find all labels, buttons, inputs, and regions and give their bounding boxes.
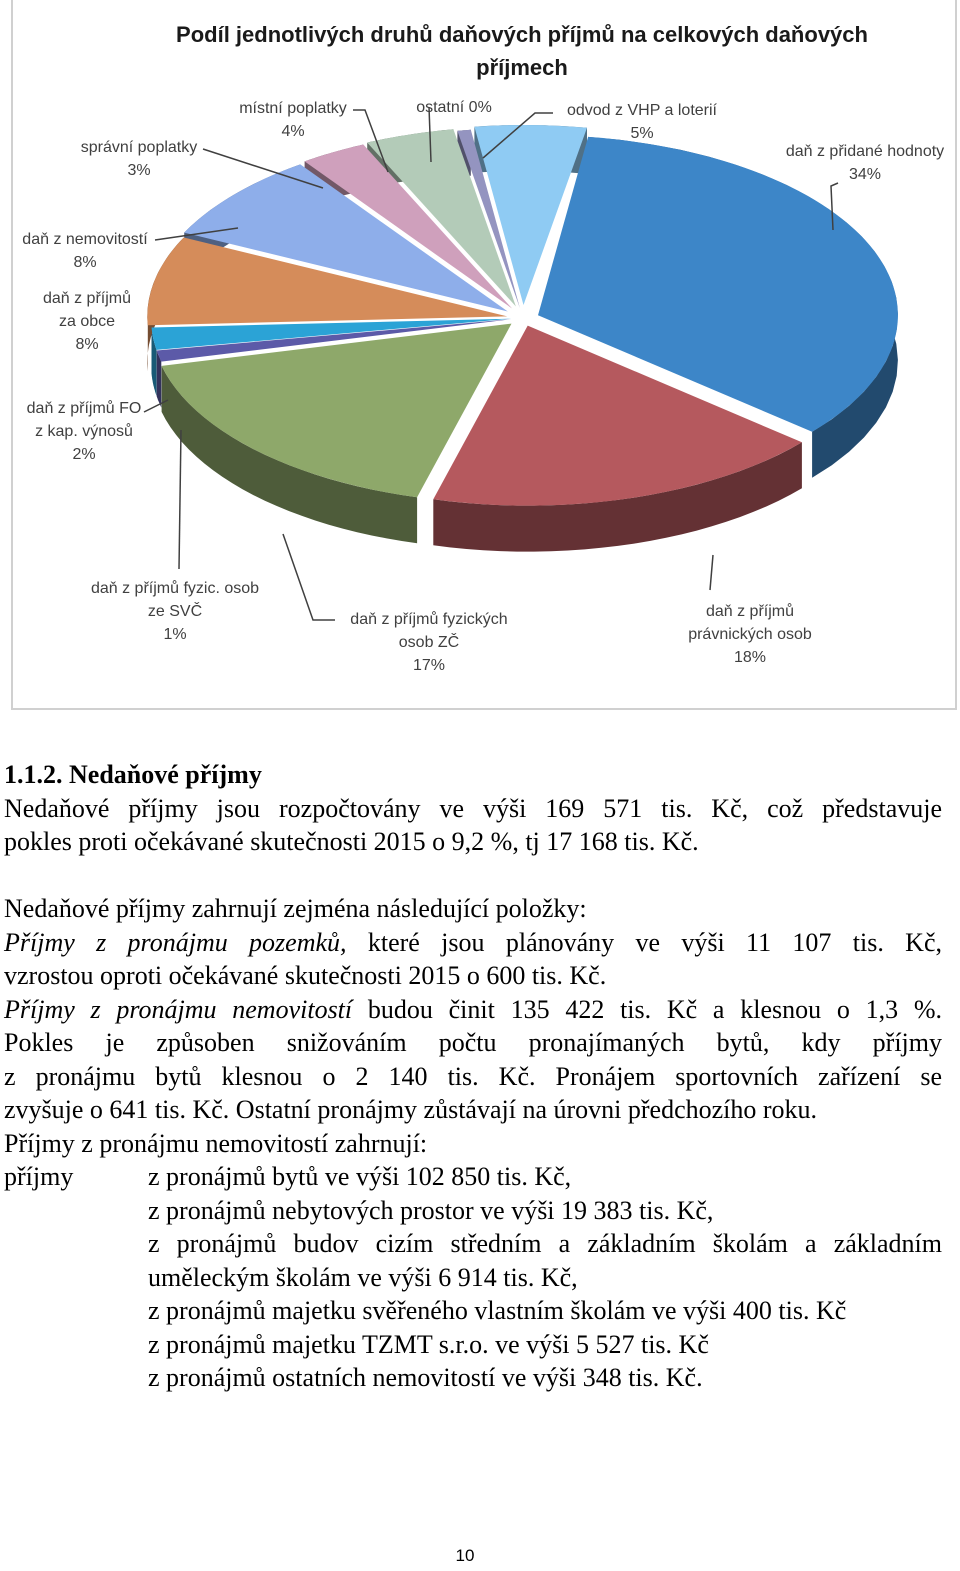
label-mp: [239, 100, 347, 140]
label-sp: [81, 139, 198, 179]
svg-text:2%: 2%: [72, 446, 96, 463]
list-item: [4, 1194, 942, 1228]
paragraph-1-line-2: pokles proti očekávané skutečnosti 2015 o 9,2 %, tj 17 168 tis. Kč.: [4, 827, 699, 856]
svg-text:daň z příjmů: daň z příjmů: [42, 290, 132, 307]
label-dpfo-svc: [91, 579, 259, 643]
list-item: [4, 1227, 942, 1261]
svg-text:5%: 5%: [630, 125, 654, 142]
svg-text:ostatní 0%: ostatní 0%: [416, 99, 492, 116]
paragraph-2-line-8: Příjmy z pronájmu nemovitostí zahrnují:: [4, 1128, 428, 1158]
pie-chart: [13, 0, 959, 710]
land-rent-phrase: Příjmy z pronájmu pozemků,: [4, 927, 347, 957]
svg-text:34%: 34%: [848, 166, 882, 183]
svg-text:4%: 4%: [281, 123, 305, 140]
label-dp-obce: [43, 289, 131, 353]
list-item: [4, 1328, 942, 1362]
svg-text:1%: 1%: [163, 626, 187, 643]
property-rent-rest: budou činit 135 422 tis. Kč a klesnou o 1,3 %.: [352, 994, 942, 1024]
svg-text:daň z příjmů: daň z příjmů: [705, 603, 795, 620]
svg-text:daň z příjmů FO: daň z příjmů FO: [26, 400, 142, 417]
svg-text:odvod z VHP a loterií: odvod z VHP a loterií: [566, 102, 718, 119]
section-heading: 1.1.2. Nedaňové příjmy: [4, 760, 262, 789]
svg-text:místní poplatky: místní poplatky: [239, 100, 347, 117]
land-rent-rest: které jsou plánovány ve výši 11 107 tis. Kč,: [346, 927, 942, 957]
paragraph-2-line-4: [4, 993, 942, 1027]
list-item: [4, 1261, 942, 1295]
paragraph-2-line-7: zvyšuje o 641 tis. Kč. Ostatní pronájmy zůstávají na úrovni předchozího roku.: [4, 1095, 818, 1124]
paragraph-2-line-2: [4, 926, 942, 960]
list-value: z pronájmů majetku TZMT s.r.o. ve výši 5 527 tis. Kč: [148, 1329, 709, 1359]
chart-title-line-2: příjmech: [476, 55, 568, 80]
svg-text:za obce: za obce: [58, 313, 116, 330]
paragraph-spacer: [4, 859, 942, 893]
list-item: [4, 1294, 942, 1328]
section-text: [4, 758, 942, 1395]
page-number: 10: [455, 1546, 475, 1565]
list-key: příjmy: [4, 1162, 74, 1191]
label-dn: [22, 231, 148, 271]
paragraph-2-line-1: Nedaňové příjmy zahrnují zejména následující položky:: [4, 894, 587, 923]
paragraph-2-line-3: vzrostou oproti očekávané skutečnosti 2015 o 600 tis. Kč.: [4, 961, 607, 990]
svg-text:z kap. výnosů: z kap. výnosů: [35, 423, 133, 440]
leader-dpfo-zc: [283, 534, 335, 620]
rent-list: [4, 1160, 942, 1395]
label-vhp: [567, 102, 718, 142]
svg-text:správní poplatky: správní poplatky: [80, 139, 198, 156]
svg-text:daň z nemovitostí: daň z nemovitostí: [22, 231, 148, 248]
list-value: z pronájmů ostatních nemovitostí ve výši 348 tis. Kč.: [148, 1363, 703, 1392]
property-rent-phrase: Příjmy z pronájmu nemovitostí: [4, 994, 353, 1024]
svg-text:daň z příjmů fyzic. osob: daň z příjmů fyzic. osob: [90, 580, 260, 597]
svg-text:daň z přidané hodnoty: daň z přidané hodnoty: [785, 143, 945, 160]
svg-text:8%: 8%: [73, 254, 97, 271]
list-value: z pronájmů budov cizím středním a základním školám a základním: [148, 1229, 942, 1258]
paragraph-1-line-1: Nedaňové příjmy jsou rozpočtovány ve výši 169 571 tis. Kč, což představuje: [4, 793, 942, 823]
list-item: [4, 1361, 942, 1395]
list-value: uměleckým školám ve výši 6 914 tis. Kč,: [148, 1262, 578, 1292]
svg-text:17%: 17%: [412, 657, 446, 674]
list-item: [4, 1160, 942, 1194]
leader-dpfo-svc: [179, 430, 181, 569]
paragraph-2-line-5: Pokles je způsoben snižováním počtu pronajímaných bytů, kdy příjmy: [4, 1028, 942, 1057]
list-value: z pronájmů bytů ve výši 102 850 tis. Kč,: [148, 1162, 572, 1191]
chart-frame: [11, 0, 957, 710]
chart-title-line-1: Podíl jednotlivých druhů daňových příjmů na celkových daňových: [176, 22, 868, 47]
svg-text:osob ZČ: osob ZČ: [398, 634, 460, 651]
svg-text:právnických osob: právnických osob: [688, 626, 812, 643]
leader-dppo: [710, 555, 713, 590]
label-dpfo-zc: [350, 610, 507, 674]
svg-text:daň z příjmů fyzických: daň z příjmů fyzických: [350, 611, 508, 628]
label-dpfo-kap: [27, 399, 142, 463]
svg-text:8%: 8%: [75, 336, 99, 353]
label-dppo: [688, 602, 812, 666]
list-value: z pronájmů majetku svěřeného vlastním školám ve výši 400 tis. Kč: [148, 1296, 847, 1325]
paragraph-2-line-6: z pronájmu bytů klesnou o 2 140 tis. Kč. Pronájem sportovních zařízení se: [4, 1061, 942, 1091]
list-value: z pronájmů nebytových prostor ve výši 19 383 tis. Kč,: [148, 1195, 714, 1225]
pie-tops: [147, 125, 898, 506]
svg-text:18%: 18%: [733, 649, 767, 666]
label-dph: [786, 143, 944, 183]
svg-text:ze SVČ: ze SVČ: [147, 603, 203, 620]
svg-text:3%: 3%: [127, 162, 151, 179]
label-ost: [416, 99, 492, 116]
